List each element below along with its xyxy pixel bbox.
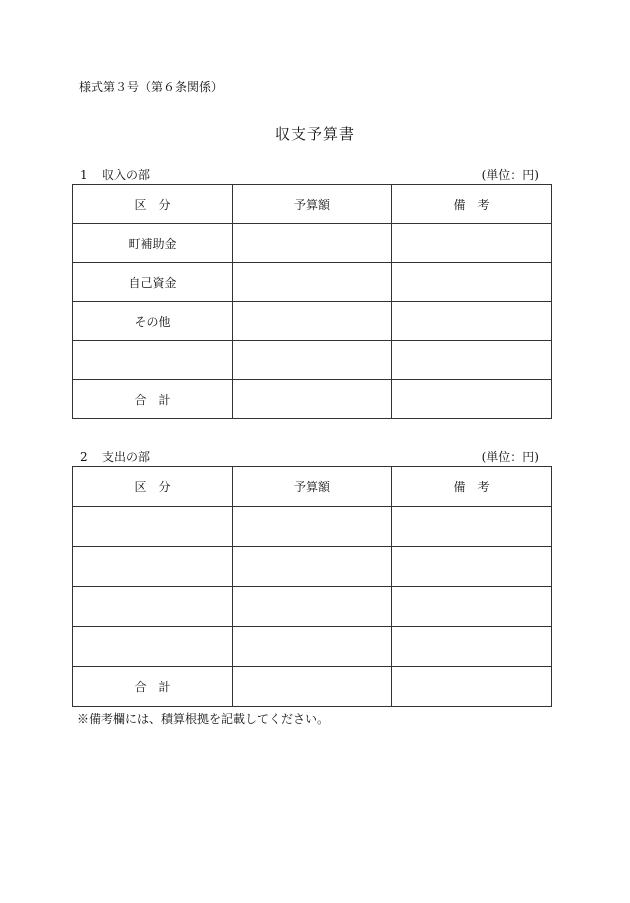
remarks-cell[interactable] xyxy=(392,507,552,547)
budget-amount-cell[interactable] xyxy=(233,341,392,380)
budget-amount-cell[interactable] xyxy=(233,547,392,587)
table-row xyxy=(73,507,552,547)
category-cell: その他 xyxy=(73,302,233,341)
table-row xyxy=(73,341,552,380)
expense-section-number: 2 xyxy=(80,450,88,464)
category-cell[interactable] xyxy=(73,341,233,380)
total-amount-cell[interactable] xyxy=(233,667,392,707)
budget-amount-cell[interactable] xyxy=(233,263,392,302)
form-number: 様式第３号（第６条関係） xyxy=(79,80,224,94)
column-header-category: 区 分 xyxy=(73,467,233,507)
column-header-category: 区 分 xyxy=(73,185,233,224)
expense-section-title xyxy=(80,449,150,465)
remarks-cell[interactable] xyxy=(392,302,552,341)
remarks-cell[interactable] xyxy=(392,627,552,667)
column-header-budget: 予算額 xyxy=(233,467,392,507)
budget-amount-cell[interactable] xyxy=(233,587,392,627)
column-header-remarks: 備 考 xyxy=(392,185,552,224)
table-row xyxy=(73,224,552,263)
category-cell[interactable] xyxy=(73,547,233,587)
table-row xyxy=(73,627,552,667)
income-section-title xyxy=(80,167,150,183)
column-header-remarks: 備 考 xyxy=(392,467,552,507)
expense-section-heading: 支出の部 xyxy=(102,450,151,464)
income-table xyxy=(72,184,552,419)
total-remarks-cell[interactable] xyxy=(392,667,552,707)
expense-table xyxy=(72,466,552,707)
category-cell[interactable] xyxy=(73,507,233,547)
budget-amount-cell[interactable] xyxy=(233,224,392,263)
table-row xyxy=(73,587,552,627)
total-amount-cell[interactable] xyxy=(233,380,392,419)
budget-amount-cell[interactable] xyxy=(233,627,392,667)
budget-amount-cell[interactable] xyxy=(233,507,392,547)
income-section-number: 1 xyxy=(80,168,88,182)
income-unit-label: (単位：円) xyxy=(481,168,539,182)
total-row xyxy=(73,667,552,707)
income-section-header xyxy=(72,167,551,183)
remarks-cell[interactable] xyxy=(392,341,552,380)
budget-amount-cell[interactable] xyxy=(233,302,392,341)
table-header-row xyxy=(73,467,552,507)
document-title: 収支予算書 xyxy=(274,125,355,143)
remarks-cell[interactable] xyxy=(392,587,552,627)
expense-section-header xyxy=(72,449,551,465)
table-row xyxy=(73,302,552,341)
remarks-cell[interactable] xyxy=(392,224,552,263)
table-row xyxy=(73,547,552,587)
category-cell[interactable] xyxy=(73,587,233,627)
remarks-note: ※備考欄には、積算根拠を記載してください。 xyxy=(77,712,330,726)
expense-unit-label: (単位：円) xyxy=(481,450,539,464)
table-row xyxy=(73,263,552,302)
table-header-row xyxy=(73,185,552,224)
total-label-cell: 合 計 xyxy=(73,380,233,419)
remarks-cell[interactable] xyxy=(392,263,552,302)
category-cell: 町補助金 xyxy=(73,224,233,263)
category-cell: 自己資金 xyxy=(73,263,233,302)
total-row xyxy=(73,380,552,419)
category-cell[interactable] xyxy=(73,627,233,667)
total-label-cell: 合 計 xyxy=(73,667,233,707)
total-remarks-cell[interactable] xyxy=(392,380,552,419)
remarks-cell[interactable] xyxy=(392,547,552,587)
income-section-heading: 収入の部 xyxy=(102,168,151,182)
column-header-budget: 予算額 xyxy=(233,185,392,224)
